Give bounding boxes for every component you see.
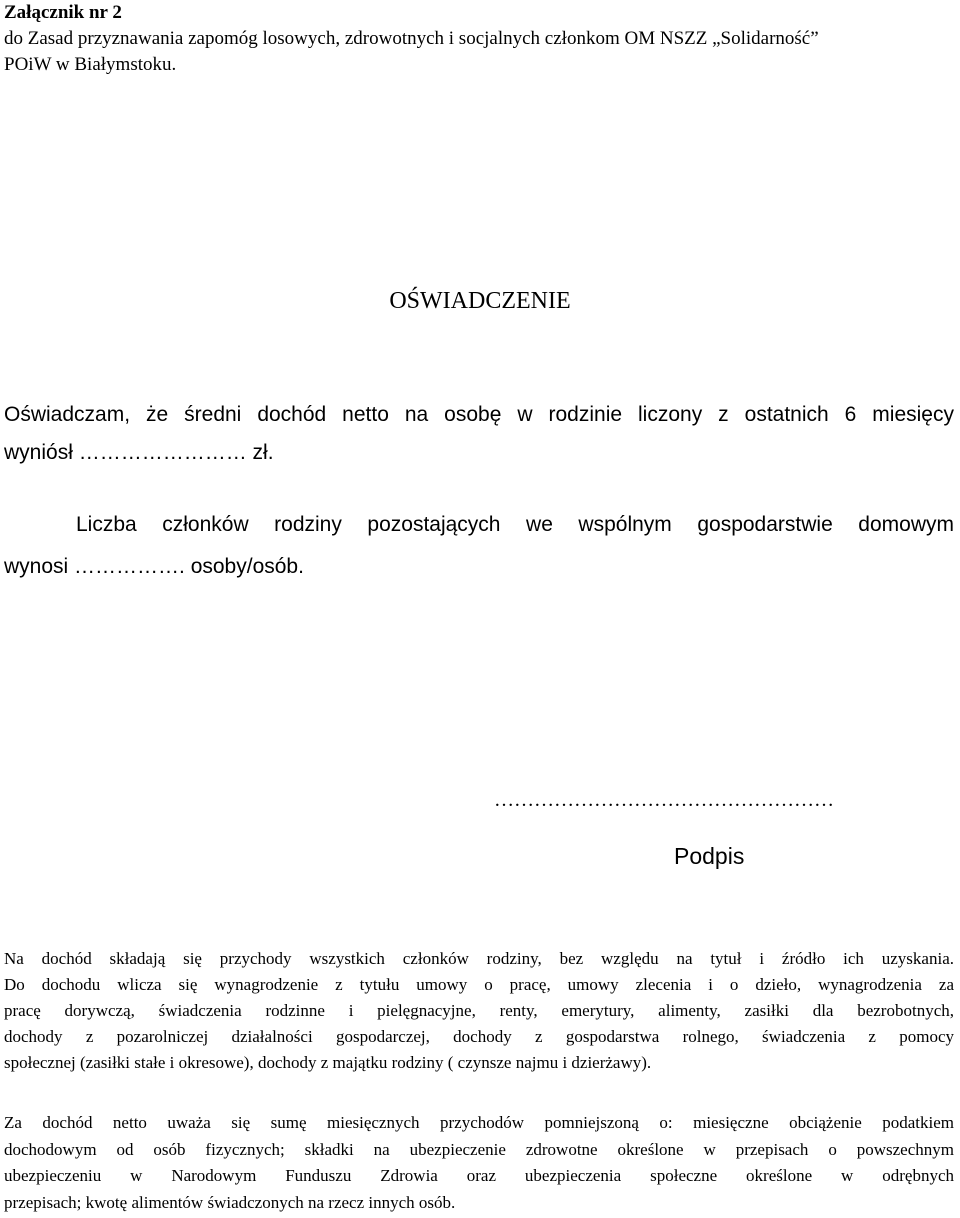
note-line: Na dochód składają się przychody wszystkich członków rodziny, bez względu na tytuł i źródło ich uzyskania.: [4, 949, 954, 968]
note-line: ubezpieczeniu w Narodowym Funduszu Zdrowia oraz ubezpieczenia społeczne określone w odrębnych: [4, 1166, 954, 1185]
attachment-subtitle-line-2: POiW w Białymstoku.: [4, 54, 177, 75]
note-line: dochody z pozarolniczej działalności gospodarczej, dochody z gospodarstwa rolnego, świadczenia z pomocy: [4, 1027, 954, 1046]
household-declaration: [4, 504, 954, 588]
income-declaration-line-2: wyniósł …………………… zł.: [4, 441, 274, 464]
note-line: Do dochodu wlicza się wynagrodzenie z tytułu umowy o pracę, umowy zlecenia i o dzieło, wynagrodzenia za: [4, 975, 954, 994]
note-line: przepisach; kwotę alimentów świadczonych na rzecz innych osób.: [4, 1192, 456, 1212]
note-line: pracę dorywczą, świadczenia rodzinne i pielęgnacyjne, renty, emerytury, alimenty, zasiłki dla bezrobotnych,: [4, 1001, 954, 1020]
note-line: społecznej (zasiłki stałe i okresowe), dochody z majątku rodziny ( czynsze najmu i dzierżawy).: [4, 1053, 652, 1072]
net-income-definition-note: [4, 1110, 954, 1216]
signature-label: Podpis: [674, 843, 745, 869]
attachment-title: Załącznik nr 2: [4, 2, 122, 23]
document-title: OŚWIADCZENIE: [389, 288, 571, 314]
attachment-header: [4, 0, 956, 78]
note-line: dochodowym od osób fizycznych; składki na ubezpieczenie zdrowotne określone w przepisach o powszechnym: [4, 1139, 954, 1159]
income-declaration-line-1: Oświadczam, że średni dochód netto na osobę w rodzinie liczony z ostatnich 6 miesięcy: [4, 403, 954, 426]
note-line: Za dochód netto uważa się sumę miesięcznych przychodów pomniejszoną o: miesięczne obciążenie podatkiem: [4, 1113, 954, 1132]
household-declaration-line-2: wynosi ……………. osoby/osób.: [4, 555, 304, 578]
income-declaration: [4, 396, 954, 472]
household-declaration-line-1: Liczba członków rodziny pozostających we wspólnym gospodarstwie domowym: [76, 513, 954, 536]
income-definition-note: [4, 946, 954, 1076]
attachment-subtitle-line-1: do Zasad przyznawania zapomóg losowych, zdrowotnych i socjalnych członkom OM NSZZ „Solidarność”: [4, 28, 819, 49]
signature-line: ……………………………………………: [494, 789, 834, 811]
